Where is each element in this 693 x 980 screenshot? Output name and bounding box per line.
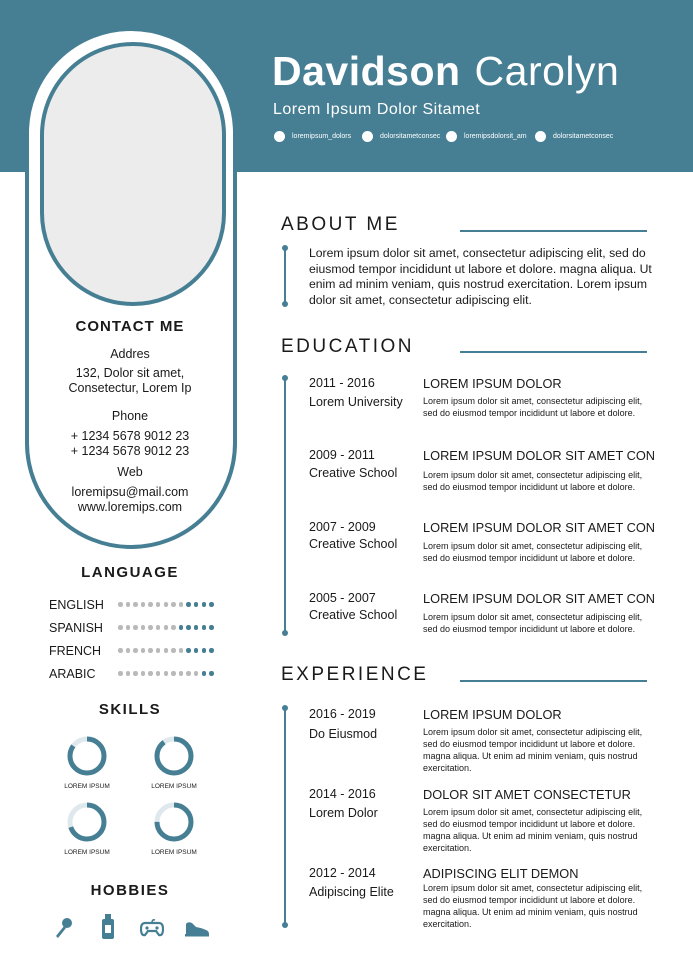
skill-ring <box>37 735 137 779</box>
rating-dot <box>156 671 161 676</box>
microphone-icon <box>52 915 76 939</box>
rating-dot <box>118 648 123 653</box>
rating-dot <box>186 648 191 653</box>
experience-desc: Lorem ipsum dolor sit amet, consectetur adipiscing elit, sed do eiusmod tempor incididunt ut labore et dolore. magna aliqua. Ut enim ad minim veniam, quis nostrud exercitation. <box>423 727 643 773</box>
rating-dot <box>194 625 199 630</box>
bullet-icon <box>535 131 546 142</box>
experience-company: Adipiscing Elite <box>309 885 394 899</box>
rating-dot <box>133 648 138 653</box>
rating-dot <box>194 671 199 676</box>
contact-title: CONTACT ME <box>75 318 185 335</box>
bullet-icon <box>446 131 457 142</box>
skills-title: SKILLS <box>98 701 162 718</box>
experience-heading: LOREM IPSUM DOLOR <box>423 707 562 722</box>
timeline-dot <box>282 375 288 381</box>
timeline-dot <box>282 630 288 636</box>
rating-dot <box>118 625 123 630</box>
education-school: Lorem University <box>309 395 403 409</box>
header-contact-4: dolorsitametconsec <box>535 131 613 142</box>
address-line-2: Consetectur, Lorem Ip <box>68 381 192 395</box>
rating-dot <box>179 602 184 607</box>
rating-dot <box>164 671 169 676</box>
rating-dot <box>118 602 123 607</box>
education-title: EDUCATION <box>281 336 414 357</box>
phone-2: + 1234 5678 9012 23 <box>70 444 190 458</box>
timeline-dot <box>282 301 288 307</box>
experience-date: 2016 - 2019 <box>309 707 376 721</box>
hobbies-title: HOBBIES <box>90 882 170 899</box>
rating-dot <box>148 648 153 653</box>
rating-dot <box>141 625 146 630</box>
rating-dot <box>141 671 146 676</box>
address-label: Addres <box>110 347 150 361</box>
rating-dot <box>133 625 138 630</box>
education-heading: LOREM IPSUM DOLOR SIT AMET CON <box>423 591 656 606</box>
rating-dot <box>179 671 184 676</box>
skill-label: LOREM IPSUM <box>64 849 110 856</box>
education-heading: LOREM IPSUM DOLOR SIT AMET CON <box>423 448 656 463</box>
rating-dot <box>126 625 131 630</box>
rating-dot <box>126 648 131 653</box>
about-title: ABOUT ME <box>281 214 400 235</box>
timeline-dot <box>282 922 288 928</box>
education-rule <box>460 351 647 353</box>
language-name: SPANISH <box>49 621 103 635</box>
rating-dot <box>164 648 169 653</box>
rating-dot <box>209 625 214 630</box>
profile-photo-placeholder <box>40 42 226 306</box>
education-date: 2005 - 2007 <box>309 591 376 605</box>
rating-dot <box>164 625 169 630</box>
skill-progress-arc <box>157 739 191 773</box>
language-title: LANGUAGE <box>81 564 179 581</box>
rating-dot <box>194 602 199 607</box>
rating-dot <box>148 602 153 607</box>
timeline-dot <box>282 705 288 711</box>
education-desc: Lorem ipsum dolor sit amet, consectetur adipiscing elit, sed do eiusmod tempor incididunt ut labore et dolore. <box>423 612 643 634</box>
skill-label: LOREM IPSUM <box>151 849 197 856</box>
bullet-icon <box>362 131 373 142</box>
education-heading: LOREM IPSUM DOLOR SIT AMET CON <box>423 520 656 535</box>
rating-dot <box>186 602 191 607</box>
rating-dot <box>202 648 207 653</box>
language-name: ARABIC <box>49 667 96 681</box>
rating-dot <box>126 671 131 676</box>
education-desc: Lorem ipsum dolor sit amet, consectetur adipiscing elit, sed do eiusmod tempor incididunt ut labore et dolore. <box>423 541 643 563</box>
rating-dot <box>156 625 161 630</box>
rating-dot <box>148 671 153 676</box>
rating-dot <box>133 602 138 607</box>
experience-desc: Lorem ipsum dolor sit amet, consectetur adipiscing elit, sed do eiusmod tempor incididunt ut labore et dolore. magna aliqua. Ut enim ad minim veniam, quis nostrud exercitation. <box>423 807 643 853</box>
experience-company: Do Eiusmod <box>309 727 378 741</box>
address-line-1: 132, Dolor sit amet, <box>75 366 185 380</box>
rating-dot <box>156 602 161 607</box>
rating-dot <box>171 625 176 630</box>
rating-dot <box>133 671 138 676</box>
education-desc: Lorem ipsum dolor sit amet, consectetur adipiscing elit, sed do eiusmod tempor incididunt ut labore et dolore. <box>423 396 643 418</box>
language-rating <box>118 625 217 630</box>
education-date: 2011 - 2016 <box>309 376 375 390</box>
rating-dot <box>141 602 146 607</box>
last-name: Carolyn <box>474 48 620 94</box>
experience-date: 2014 - 2016 <box>309 787 376 801</box>
experience-company: Lorem Dolor <box>309 806 378 820</box>
language-rating <box>118 602 217 607</box>
bullet-icon <box>274 131 285 142</box>
gamepad-icon <box>140 919 164 937</box>
rating-dot <box>171 602 176 607</box>
header-contact-2: dolorsitametconsec <box>362 131 440 142</box>
experience-timeline <box>284 708 286 925</box>
education-date: 2007 - 2009 <box>309 520 376 534</box>
rating-dot <box>209 648 214 653</box>
job-title: Lorem Ipsum Dolor Sitamet <box>273 101 481 118</box>
first-name: Davidson <box>272 48 461 94</box>
sneaker-icon <box>184 919 210 937</box>
skill-ring <box>37 801 137 845</box>
rating-dot <box>194 648 199 653</box>
education-heading: LOREM IPSUM DOLOR <box>423 376 562 391</box>
web-label: Web <box>117 465 143 479</box>
email[interactable]: loremipsu@mail.com <box>71 485 189 499</box>
education-desc: Lorem ipsum dolor sit amet, consectetur adipiscing elit, sed do eiusmod tempor incididunt ut labore et dolore. <box>423 470 643 492</box>
skill-label: LOREM IPSUM <box>64 783 110 790</box>
rating-dot <box>141 648 146 653</box>
language-name: ENGLISH <box>49 598 104 612</box>
experience-title: EXPERIENCE <box>281 664 429 685</box>
skill-label: LOREM IPSUM <box>151 783 197 790</box>
bottle-icon <box>100 914 116 940</box>
skill-ring <box>124 801 224 845</box>
education-date: 2009 - 2011 <box>309 448 375 462</box>
education-school: Creative School <box>309 466 398 480</box>
education-timeline <box>284 378 286 633</box>
experience-desc: Lorem ipsum dolor sit amet, consectetur adipiscing elit, sed do eiusmod tempor incididunt ut labore et dolore. magna aliqua. Ut enim ad minim veniam, quis nostrud exercitation. <box>423 883 643 929</box>
rating-dot <box>202 602 207 607</box>
about-text: Lorem ipsum dolor sit amet, consectetur adipiscing elit, sed do eiusmod tempor incididunt ut labore et dolore. magna aliqua. Ut enim ad minim veniam, quis nostrud exercitation. Lorem ipsum dolor sit amet, consectetur adipiscing elit. <box>309 246 652 307</box>
header-contact-1: loremipsum_dolors <box>274 131 351 142</box>
rating-dot <box>164 602 169 607</box>
rating-dot <box>209 602 214 607</box>
header-contact-3: loremipsdolorsit_am <box>446 131 527 142</box>
rating-dot <box>209 671 214 676</box>
about-rule <box>460 230 647 232</box>
rating-dot <box>171 671 176 676</box>
website[interactable]: www.loremips.com <box>77 500 183 514</box>
education-school: Creative School <box>309 608 398 622</box>
rating-dot <box>179 648 184 653</box>
rating-dot <box>148 625 153 630</box>
education-school: Creative School <box>309 537 398 551</box>
phone-label: Phone <box>111 409 149 423</box>
rating-dot <box>186 671 191 676</box>
language-rating <box>118 671 217 676</box>
experience-heading: ADIPISCING ELIT DEMON <box>423 866 579 881</box>
phone-1: + 1234 5678 9012 23 <box>70 429 190 443</box>
rating-dot <box>202 625 207 630</box>
rating-dot <box>118 671 123 676</box>
rating-dot <box>186 625 191 630</box>
full-name <box>272 48 619 95</box>
rating-dot <box>202 671 207 676</box>
about-timeline <box>284 248 286 304</box>
experience-rule <box>460 680 647 682</box>
timeline-dot <box>282 245 288 251</box>
experience-date: 2012 - 2014 <box>309 866 376 880</box>
rating-dot <box>126 602 131 607</box>
skill-ring <box>124 735 224 779</box>
rating-dot <box>156 648 161 653</box>
language-name: FRENCH <box>49 644 102 658</box>
language-rating <box>118 648 217 653</box>
rating-dot <box>171 648 176 653</box>
rating-dot <box>179 625 184 630</box>
experience-heading: DOLOR SIT AMET CONSECTETUR <box>423 787 631 802</box>
